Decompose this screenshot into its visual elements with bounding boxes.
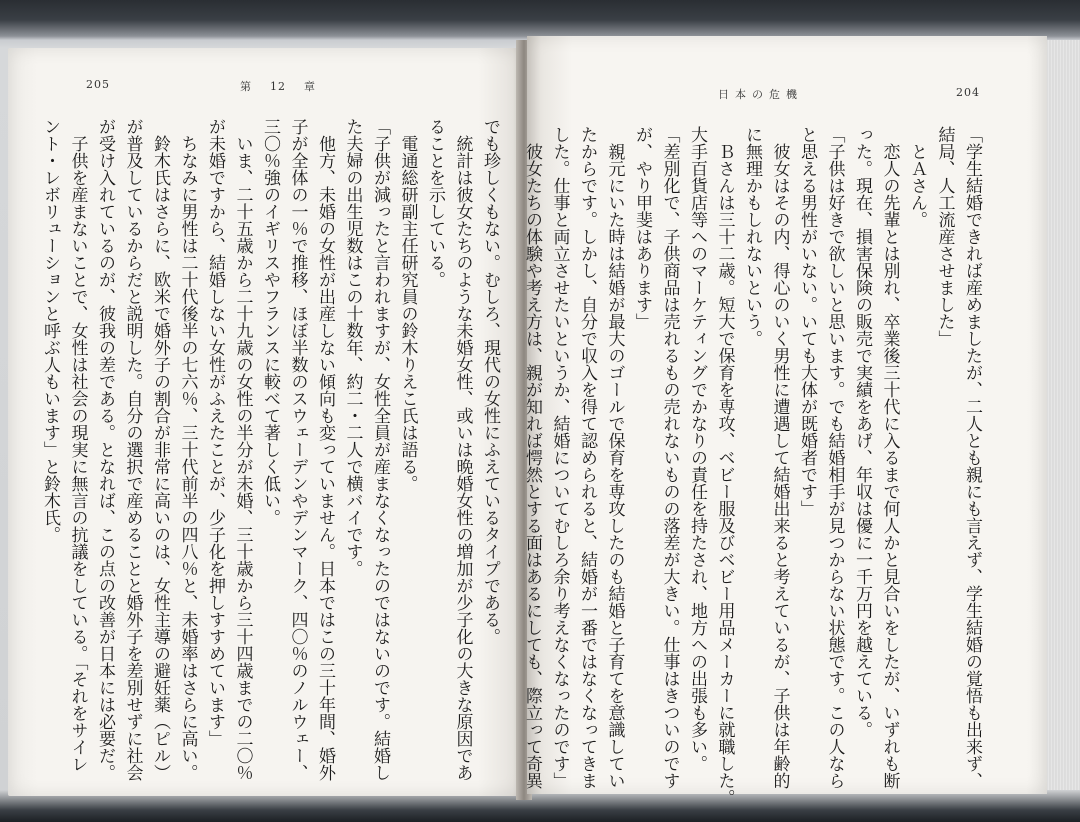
- text-line: った。現在、損害保険の販売で実績をあげ、年収は優に一千万円を越えている。: [852, 126, 872, 738]
- text-line: 彼女たちの体験や考え方は、親が知れば愕然とする面はあるにしても、際立って奇異: [522, 126, 542, 789]
- text-line: 「子供は好きで欲しいと思います。でも結婚相手が見つからない状態です。この人なら: [824, 126, 845, 789]
- text-line: が普及しているからだと説明した。自分の選択で産めることと婚外子を差別せずに社会: [122, 118, 143, 781]
- text-line: と思える男性がいない。いても大体が既婚者です」: [797, 126, 817, 517]
- text-line: たからです。しかし、自分で収入を得て認められると、結婚が一番ではなくなってきま: [577, 126, 597, 789]
- chapter-heading: [240, 78, 316, 94]
- text-line: が受け入れているのが、彼我の差である。となれば、この点の改善が日本には必要だ。: [95, 118, 115, 781]
- text-line: 「差別化で、子供商品は売れるもの売れないものの落差が大きい。仕事はきついのです: [659, 126, 680, 789]
- text-line: 統計は彼女たちのような未婚女性、或いは晩婚女性の増加が少子化の大きな原因であ: [452, 118, 473, 781]
- text-line: ちなみに男性は二十代後半の七六％、三十代前半の四八％と、未婚率はさらに高い。: [177, 118, 198, 781]
- page-fore-edge: [1047, 40, 1080, 790]
- text-line: とＡさん。: [907, 126, 927, 228]
- chapter-prefix: 第: [240, 80, 252, 93]
- running-title: 日本の危機: [718, 88, 803, 101]
- text-line: いま、二十五歳から二十九歳の女性の半分が未婚、三十歳から三十四歳までの二〇％: [232, 118, 253, 781]
- chapter-number: 12: [270, 80, 286, 93]
- text-line: Ｂさんは三十二歳。短大で保育を専攻、ベビー服及びベビー用品メーカーに就職した。: [714, 126, 735, 806]
- left-page-number: 205: [86, 78, 110, 91]
- text-line: が未婚ですから、結婚しない女性がふえたことが、少子化を押しすすめています」: [205, 118, 225, 747]
- text-line: 「子供が減ったと言われますが、女性全員が産まなくなったのではないのです。結婚し: [370, 118, 390, 781]
- text-line: が、やり甲斐はあります」: [632, 126, 652, 330]
- text-line: した。仕事と両立させたいというか、結婚についてむしろ余り考えなくなったのです」: [549, 126, 570, 789]
- left-page-body: [40, 118, 503, 781]
- text-line: 「学生結婚できれば産めましたが、二人とも親にも言えず、学生結婚の覚悟も出来ず、: [962, 126, 982, 789]
- text-line: に無理かもしれないという。: [742, 126, 762, 347]
- text-line: 子供を産まないことで、女性は社会の現実に無言の抗議をしている。「それをサイレ: [67, 118, 88, 773]
- right-page-number: 204: [956, 86, 980, 99]
- text-line: 彼女はその内、得心のいく男性に遭遇して結婚出来ると考えているが、子供は年齢的: [769, 126, 790, 789]
- chapter-suffix: 章: [304, 80, 316, 93]
- text-line: 電通総研副主任研究員の鈴木りえこ氏は語る。: [397, 118, 418, 492]
- text-line: 子が全体の一％で推移、ほぼ半数のスウェーデンやデンマーク、四〇％のノルウェー、: [287, 118, 308, 781]
- text-line: 鈴木氏はさらに、欧米で婚外子の割合が非常に高いのは、女性主導の避妊薬（ピル）: [150, 118, 170, 781]
- text-line: た夫婦の出生児数はこの十数年、約二・二人で横バイです。: [342, 118, 363, 577]
- text-line: でも珍しくもない。むしろ、現代の女性にふえているタイプである。: [480, 118, 500, 645]
- text-line: ント・レボリューションと呼ぶ人もいます」と鈴木氏。: [40, 118, 60, 543]
- text-line: 他方、未婚の女性が出産しない傾向も変っていません。日本ではこの三十年間、婚外: [315, 118, 335, 781]
- text-line: 大手百貨店等へのマーケティングでかなりの責任を持たされ、地方への出張も多い。: [687, 126, 707, 772]
- text-line: 三〇％強のイギリスやフランスに較べて著しく低い。: [260, 118, 280, 526]
- text-line: ることを示している。: [425, 118, 445, 288]
- text-line: 結局、人工流産させました」: [934, 126, 955, 347]
- text-line: 親元にいた時は結婚が最大のゴールで保育を専攻したのも結婚と子育てを意識してい: [604, 126, 625, 789]
- text-line: 恋人の先輩とは別れ、卒業後三十代に入るまで何人かと見合いをしたが、いずれも断: [879, 126, 900, 789]
- right-page-body: [522, 126, 985, 806]
